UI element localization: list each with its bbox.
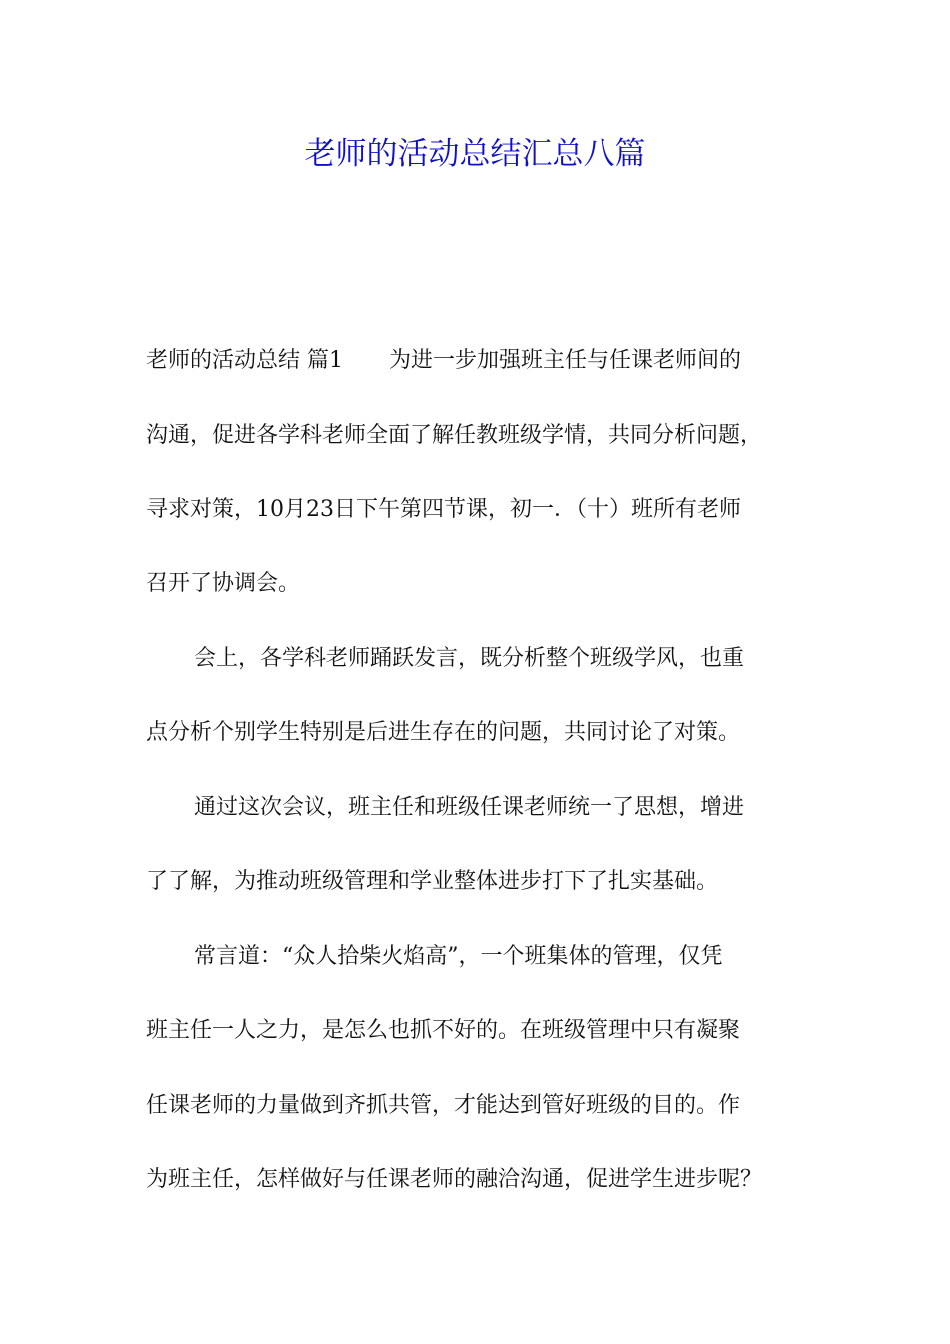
paragraph-first-line: 常言道：“众人拾柴火焰高”，一个班集体的管理，仅凭 — [194, 944, 723, 969]
text-line: 任课老师的力量做到齐抓共管，才能达到管好班级的目的。作 — [146, 1093, 741, 1118]
text-line: 了了解，为推动班级管理和学业整体进步打下了扎实基础。 — [146, 869, 719, 894]
text-line: 班主任一人之力，是怎么也抓不好的。在班级管理中只有凝聚 — [146, 1018, 741, 1043]
text-line — [146, 346, 816, 376]
paragraph-first-line: 会上，各学科老师踊跃发言，既分析整个班级学风，也重 — [194, 646, 745, 671]
document-title: 老师的活动总结汇总八篇 — [304, 136, 646, 172]
text-line: 点分析个别学生特别是后进生存在的问题，共同讨论了对策。 — [146, 720, 741, 745]
text-line: 召开了协调会。 — [146, 571, 301, 596]
text-line: 沟通，促进各学科老师全面了解任教班级学情，共同分析问题， — [146, 423, 763, 448]
section-heading: 老师的活动总结 篇1 — [146, 348, 343, 373]
text-segment: 为进一步加强班主任与任课老师间的 — [389, 348, 742, 373]
text-line: 寻求对策，10月23日下午第四节课，初一．（十）班所有老师 — [146, 497, 741, 522]
paragraph-first-line: 通过这次会议，班主任和班级任课老师统一了思想，增进 — [194, 795, 745, 820]
text-line: 为班主任，怎样做好与任课老师的融洽沟通，促进学生进步呢？ — [146, 1167, 763, 1192]
